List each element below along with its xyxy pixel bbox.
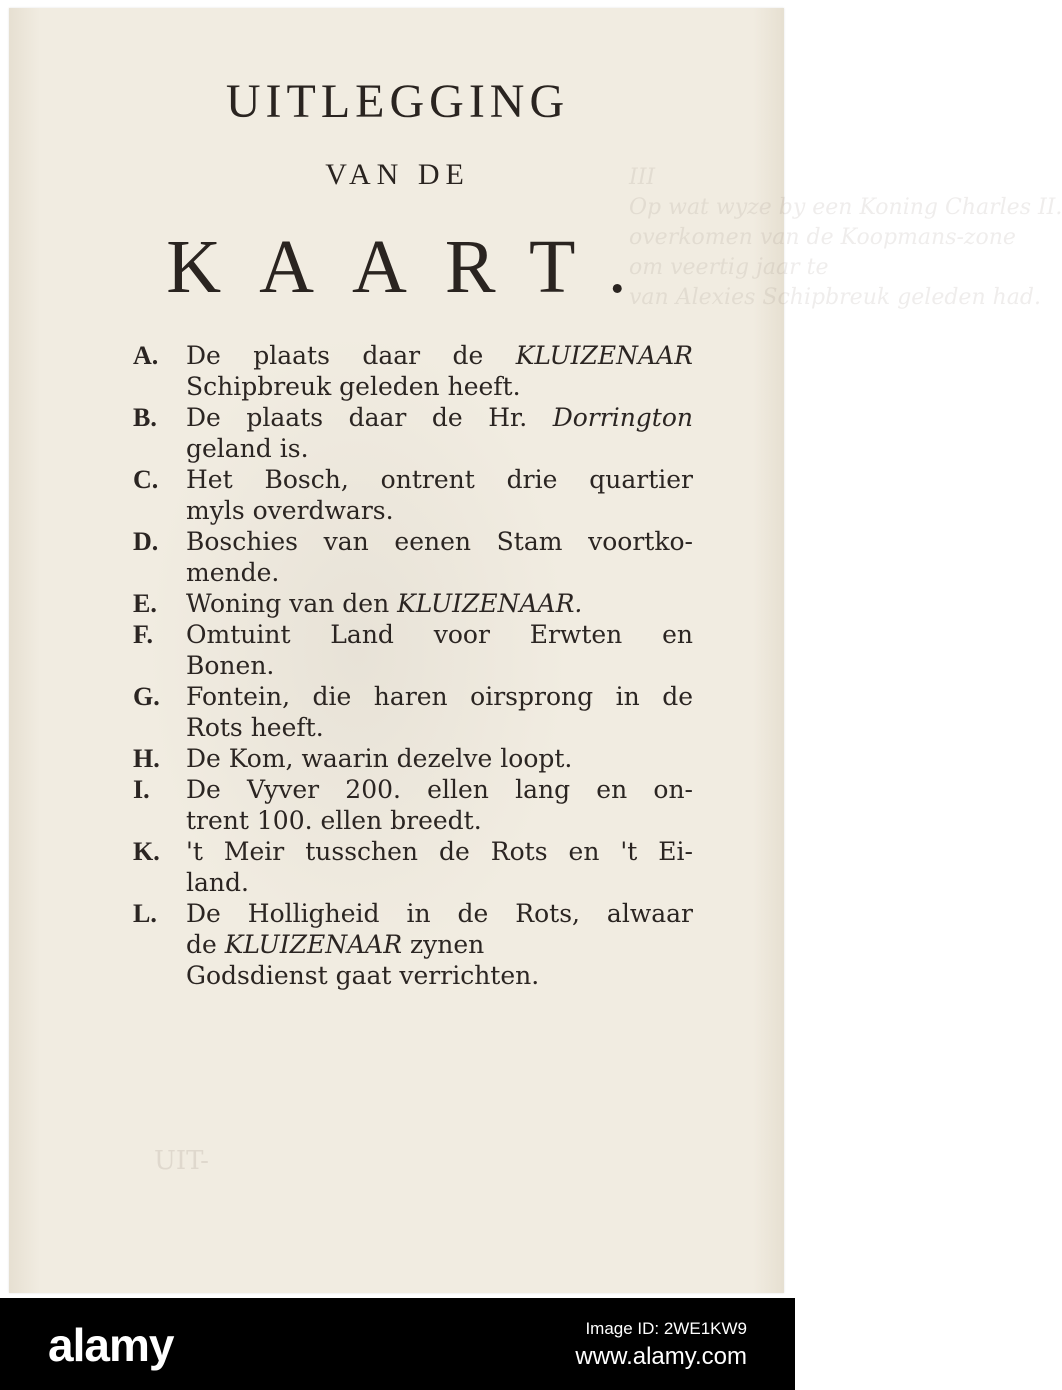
- legend-entry: [133, 774, 693, 836]
- legend-entry: [133, 898, 693, 991]
- page-title: UITLEGGING: [225, 75, 570, 128]
- legend-line: [186, 402, 693, 433]
- page-subtitle: VAN DE: [325, 158, 470, 191]
- legend-text: De Holligheid in de Rots, alwaar: [186, 899, 693, 928]
- legend-line: [186, 371, 693, 402]
- legend-line: [186, 495, 693, 526]
- legend-text: Omtuint Land voor Erwten en: [186, 620, 693, 649]
- legend-entry: [133, 526, 693, 588]
- legend-letter: A.: [133, 341, 159, 370]
- legend-italic-text: KLUIZENAAR: [224, 930, 403, 959]
- legend-letter: L.: [133, 899, 157, 928]
- legend-text: Fontein, die haren oirsprong in de: [186, 682, 693, 711]
- legend-italic-text: Dorrington: [552, 403, 693, 432]
- legend-text: land.: [186, 868, 249, 897]
- legend-letter: I.: [133, 775, 150, 804]
- legend-letter: E.: [133, 589, 157, 618]
- stock-url[interactable]: www.alamy.com: [575, 1343, 747, 1370]
- legend-line: [186, 836, 693, 867]
- legend-entry: [133, 743, 693, 774]
- legend-list: [133, 340, 693, 991]
- legend-text: Schipbreuk geleden heeft.: [186, 372, 521, 401]
- legend-entry: [133, 836, 693, 898]
- legend-line: [186, 340, 693, 371]
- legend-letter: G.: [133, 682, 160, 711]
- legend-entry: [133, 681, 693, 743]
- legend-line: [186, 774, 693, 805]
- legend-letter: F.: [133, 620, 153, 649]
- legend-text: 't Meir tusschen de Rots en 't Ei-: [186, 837, 693, 866]
- legend-text: Bonen.: [186, 651, 275, 680]
- legend-text: mende.: [186, 558, 280, 587]
- legend-line: [186, 805, 693, 836]
- stock-banner: [0, 1298, 795, 1390]
- legend-line: [186, 464, 693, 495]
- legend-text: Boschies van eenen Stam voortko-: [186, 527, 693, 556]
- legend-italic-text: KLUIZENAAR: [515, 341, 693, 370]
- legend-letter: H.: [133, 744, 160, 773]
- legend-line: [186, 712, 693, 743]
- legend-text: de: [186, 930, 225, 959]
- show-through-line: III: [629, 165, 656, 190]
- legend-line: [186, 619, 693, 650]
- page-title-kaart: KAART.: [166, 225, 665, 309]
- legend-line: [186, 557, 693, 588]
- legend-letter: B.: [133, 403, 157, 432]
- legend-text: Het Bosch, ontrent drie quartier: [186, 465, 693, 494]
- legend-letter: C.: [133, 465, 159, 494]
- legend-text: zynen: [402, 930, 485, 959]
- legend-line: [186, 898, 693, 929]
- show-through-line: overkomen van de Koopmans-zone: [629, 225, 1016, 250]
- legend-line: [186, 681, 693, 712]
- legend-entry: [133, 464, 693, 526]
- legend-entry: [133, 340, 693, 402]
- legend-line: [186, 743, 693, 774]
- legend-text: De Vyver 200. ellen lang en on-: [186, 775, 693, 804]
- image-id: Image ID: 2WE1KW9: [585, 1319, 747, 1338]
- show-through-footer: UIT-: [154, 1146, 209, 1176]
- stock-meta: [575, 1316, 747, 1372]
- legend-entry: [133, 402, 693, 464]
- legend-text: Rots heeft.: [186, 713, 324, 742]
- legend-text: Woning van den: [186, 589, 398, 618]
- legend-letter: D.: [133, 527, 159, 556]
- show-through-line: van Alexies Schipbreuk geleden had.: [629, 285, 1041, 310]
- legend-line: [186, 960, 693, 991]
- legend-line: [186, 526, 693, 557]
- legend-letter: K.: [133, 837, 160, 866]
- legend-line: [186, 867, 693, 898]
- legend-line: [186, 650, 693, 681]
- stock-logo[interactable]: alamy: [48, 1319, 174, 1371]
- legend-text: trent 100. ellen breedt.: [186, 806, 482, 835]
- legend-line: [186, 433, 693, 464]
- legend-entry: [133, 588, 693, 619]
- show-through-line: Op wat wyze by een Koning Charles II.: [629, 195, 1062, 220]
- legend-line: [186, 929, 693, 960]
- legend-entry: [133, 619, 693, 681]
- show-through-line: om veertig jaar te: [629, 255, 829, 280]
- legend-text: De plaats daar de: [186, 341, 516, 370]
- legend-text: myls overdwars.: [186, 496, 394, 525]
- legend-text: Godsdienst gaat verrichten.: [186, 961, 540, 990]
- legend-text: De Kom, waarin dezelve loopt.: [186, 744, 573, 773]
- legend-text: geland is.: [186, 434, 309, 463]
- legend-text: De plaats daar de Hr.: [186, 403, 553, 432]
- legend-line: [186, 588, 693, 619]
- legend-italic-text: KLUIZENAAR.: [397, 589, 583, 618]
